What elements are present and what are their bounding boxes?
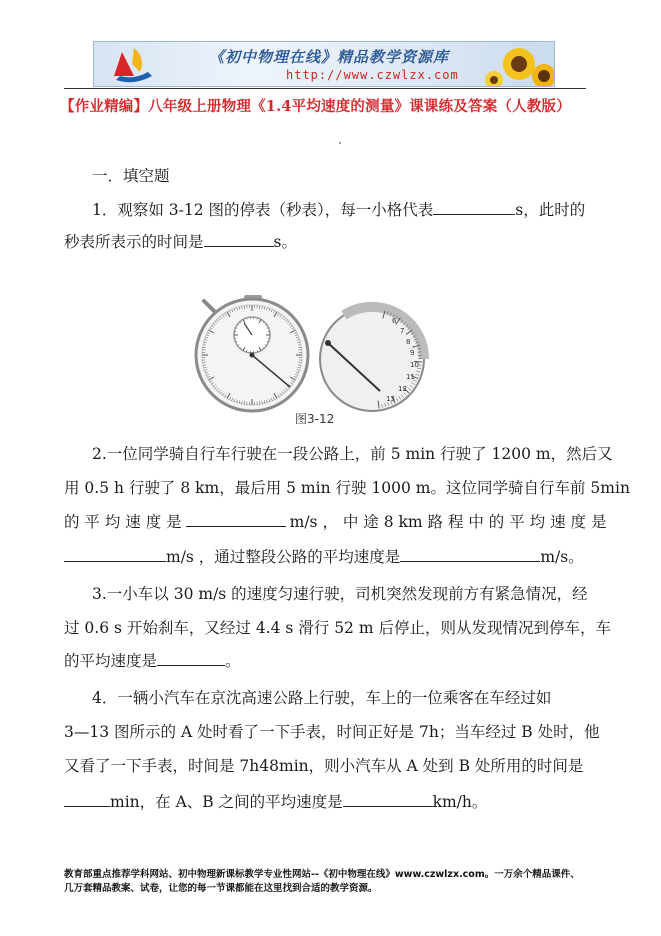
q2-line3 <box>64 506 607 538</box>
q4-line4 <box>64 786 586 818</box>
q4-text-3: 又看了一下手表，时间是 7h48min，则小汽车从 A 处到 B 处所用的时间是 <box>64 757 584 775</box>
stopwatch-figure <box>194 295 470 413</box>
stopwatch-button-icon <box>204 301 214 311</box>
q2-line1 <box>64 438 613 470</box>
q1-line2 <box>64 226 586 258</box>
header-banner <box>93 41 555 87</box>
q2-blank-1[interactable] <box>186 508 286 527</box>
document-title: 【作业精编】八年级上册物理《1.4平均速度的测量》课课练及答案（人教版） <box>60 98 571 115</box>
q3-line1 <box>64 578 586 610</box>
q2-line4 <box>64 541 586 573</box>
logo-icon <box>114 48 152 82</box>
svg-text:6: 6 <box>392 317 397 325</box>
q1-line1 <box>64 194 586 226</box>
q3-text-3b: 。 <box>225 652 241 670</box>
q4-blank-2[interactable] <box>343 788 433 807</box>
footer-line-1: 教育部重点推荐学科网站、初中物理新课标教学专业性网站--《初中物理在线》www.czwlzx.com。一万余个精品课件、 <box>64 869 580 880</box>
q2-blank-3[interactable] <box>400 543 540 562</box>
banner-title: 《初中物理在线》精品教学资源库 <box>209 48 450 66</box>
q1-blank-2[interactable] <box>204 228 274 247</box>
page-footer <box>64 868 604 896</box>
svg-text:8: 8 <box>406 338 411 346</box>
q4-text-1: 4．一辆小汽车在京沈高速公路上行驶，车上的一位乘客在车经过如 <box>92 689 552 707</box>
q3-text-2: 过 0.6 s 开始刹车，又经过 4.4 s 滑行 52 m 后停止，则从发现情况到停车，车 <box>64 619 611 637</box>
q1-blank-1[interactable] <box>433 196 515 215</box>
q4-line3 <box>64 750 586 782</box>
q2-blank-2[interactable] <box>64 543 166 562</box>
q1-text-b: s，此时的 <box>515 201 586 219</box>
q4-text-4b: km/h。 <box>432 793 488 811</box>
q2-text-2: 用 0.5 h 行驶了 8 km，最后用 5 min 行驶 1000 m。这位同学骑自行车前 5min <box>64 479 630 497</box>
q4-line2 <box>64 716 600 748</box>
q1-text-a: 1．观察如 3-12 图的停表（秒表），每一小格代表 <box>92 201 434 219</box>
q2-text-3a: 的 平 均 速 度 是 <box>64 513 182 531</box>
svg-text:12: 12 <box>398 385 407 393</box>
q3-blank-1[interactable] <box>157 647 225 666</box>
q2-text-3b: m/s ， 中 途 8 km 路 程 中 的 平 均 速 度 是 <box>289 513 607 531</box>
decorative-dot <box>339 142 341 144</box>
footer-line-2: 几万套精品教案、试卷，让您的每一节课都能在这里找到合适的教学资源。 <box>64 883 378 894</box>
q4-line1 <box>64 682 586 714</box>
q2-line2 <box>64 472 630 504</box>
header-divider <box>64 88 586 89</box>
q2-text-4a: m/s ，通过整段公路的平均速度是 <box>166 548 401 566</box>
q4-text-4a: min，在 A、B 之间的平均速度是 <box>110 793 343 811</box>
svg-text:10: 10 <box>410 361 419 369</box>
svg-text:9: 9 <box>410 349 415 357</box>
q3-text-1: 3.一小车以 30 m/s 的速度匀速行驶，司机突然发现前方有紧急情况，经 <box>92 585 588 603</box>
banner-url-link[interactable]: http://www.czwlzx.com <box>286 68 459 82</box>
section-heading: 一．填空题 <box>92 167 170 185</box>
q2-text-1: 2.一位同学骑自行车行驶在一段公路上，前 5 min 行驶了 1200 m，然后又 <box>92 445 613 463</box>
svg-text:11: 11 <box>406 373 415 381</box>
q4-text-2: 3—13 图所示的 A 处时看了一下手表，时间正好是 7h；当车经过 B 处时，他 <box>64 723 600 741</box>
q1-text-c: 秒表所表示的时间是 <box>64 233 204 251</box>
q3-line2 <box>64 612 611 644</box>
q3-line3 <box>64 645 586 677</box>
q3-text-3a: 的平均速度是 <box>64 652 158 670</box>
svg-text:13: 13 <box>386 395 395 403</box>
q1-text-d: s。 <box>273 233 297 251</box>
q4-blank-1[interactable] <box>64 788 110 807</box>
figure-caption: 图3-12 <box>295 412 335 426</box>
q2-text-4b: m/s。 <box>540 548 584 566</box>
svg-text:7: 7 <box>400 327 405 335</box>
